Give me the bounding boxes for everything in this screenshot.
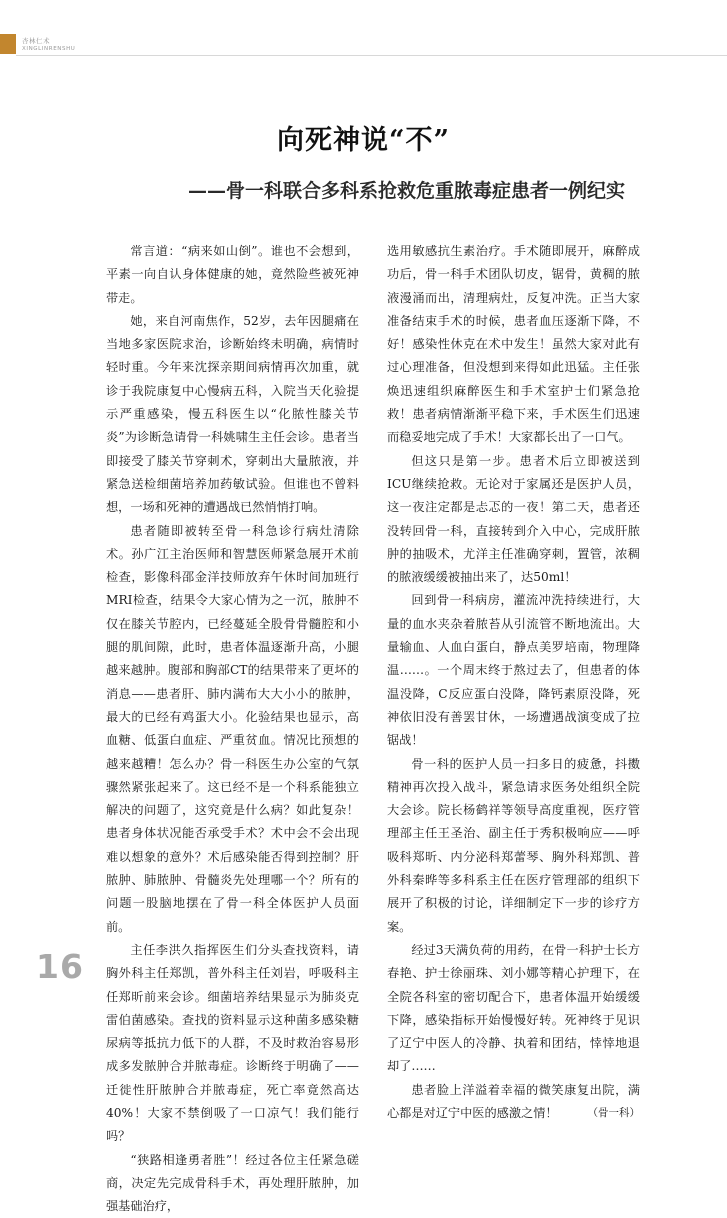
section-title-en: XINGLINRENSHU	[22, 46, 76, 52]
article-column-right	[387, 240, 640, 1125]
paragraph: 选用敏感抗生素治疗。手术随即展开，麻醉成功后，骨一科手术团队切皮，锯骨，黄稠的脓液漫涌而出，清理病灶，反复冲洗。正当大家准备结束手术的时候，患者血压逐渐下降，不好！感染性休克在术中发生！虽然大家对此有过心理准备，但没想到来得如此迅猛。主任张焕迅速组织麻醉医生和手术室护士们紧急抢救！患者病情渐渐平稳下来，手术医生们迅速而稳妥地完成了手术！大家都长出了一口气。	[387, 244, 640, 445]
paragraph: 主任李洪久指挥医生们分头查找资料，请胸外科主任郑凯，普外科主任刘岩，呼吸科主任郑昕前来会诊。细菌培养结果显示为肺炎克雷伯菌感染。查找的资料显示这种菌多感染糖尿病等抵抗力低下的人群，不及时救治容易形成多发脓肿合并脓毒症。诊断终于明确了——迁徙性肝脓肿合并脓毒症，死亡率竟然高达40%！大家不禁倒吸了一口凉气！我们能行吗？	[106, 942, 359, 1144]
header-divider	[16, 55, 727, 56]
paragraph: 常言道：“病来如山倒”。谁也不会想到，平素一向自认身体健康的她，竟然险些被死神带走。	[106, 244, 359, 305]
paragraph: 但这只是第一步。患者术后立即被送到ICU继续抢救。无论对于家属还是医护人员，这一夜注定都是忐忑的一夜！第二天，患者还没转回骨一科，直接转到介入中心，完成肝脓肿的抽吸术，尤洋主任准确穿刺，置管，浓稠的脓液缓缓被抽出来了，达50ml！	[387, 453, 640, 585]
article-column-left	[106, 240, 359, 1218]
paragraph	[387, 1079, 640, 1126]
article-title: 向死神说“不”	[276, 125, 451, 156]
paragraph: 经过3天满负荷的用药，在骨一科护士长方春艳、护士徐丽珠、刘小娜等精心护理下，在全院各科室的密切配合下，患者体温开始缓缓下降，感染指标开始慢慢好转。死神终于见识了辽宁中医人的冷静、执着和团结，悻悻地退却了……	[387, 942, 640, 1074]
author-signature: （骨一科）	[587, 1106, 640, 1119]
paragraph: 患者随即被转至骨一科急诊行病灶清除术。孙广江主治医师和智慧医师紧急展开术前检查，影像科邵金洋技师放弃午休时间加班行MRI检查，结果令大家心情为之一沉，脓肿不仅在膝关节腔内，已经蔓延全股骨骨髓腔和小腿的肌间隙，此时，患者体温逐渐升高，小腿越来越肿。腹部和胸部CT的结果带来了更坏的消息——患者肝、肺内满布大大小小的脓肿，最大的已经有鸡蛋大小。化验结果也显示，高血糖、低蛋白血症、严重贫血。情况比预想的越来越糟！怎么办？骨一科医生办公室的气氛骤然紧张起来了。这已经不是一个科系能独立解决的问题了，这究竟是什么病？如此复杂！患者身体状况能否承受手术？术中会不会出现难以想象的意外？术后感染能否得到控制？肝脓肿、肺脓肿、骨髓炎先处理哪一个？所有的问题一股脑地摆在了骨一科全体医护人员面前。	[106, 523, 359, 934]
paragraph: 回到骨一科病房，灌流冲洗持续进行，大量的血水夹杂着脓苔从引流管不断地流出。大量输血、人血白蛋白，静点美罗培南，物理降温……。一个周末终于熬过去了，但患者的体温没降，C反应蛋白没降，降钙素原没降，死神依旧没有善罢甘休，一场遭遇战演变成了拉锯战！	[387, 593, 640, 748]
paragraph: 骨一科的医护人员一扫多日的疲惫，抖擞精神再次投入战斗，紧急请求医务处组织全院大会诊。院长杨鹤祥等领导高度重视，医疗管理部主任王圣治、副主任于秀积极响应——呼吸科郑昕、内分泌科郑蕾琴、胸外科郑凯、普外科秦晔等多科系主任在医疗管理部的组织下展开了积极的讨论，详细制定下一步的诊疗方案。	[387, 756, 640, 934]
paragraph: 她，来自河南焦作，52岁，去年因腿痛在当地多家医院求治，诊断始终未明确，病情时轻时重。今年来沈探亲期间病情再次加重，就诊于我院康复中心慢病五科，入院当天化验提示严重感染，慢五科医生以“化脓性膝关节炎”为诊断急请骨一科姚啸生主任会诊。患者当即接受了膝关节穿刺术，穿刺出大量脓液，并紧急送检细菌培养加药敏试验。但谁也不曾料想，一场和死神的遭遇战已然悄悄打响。	[106, 313, 359, 515]
section-color-tab	[0, 34, 16, 54]
section-title: 杏林仁术	[22, 37, 50, 45]
page-number: 16	[36, 947, 84, 986]
paragraph: “狭路相逢勇者胜”！经过各位主任紧急磋商，决定先完成骨科手术，再处理肝脓肿，加强基础治疗，	[106, 1152, 359, 1214]
closing-text: 患者脸上洋溢着幸福的微笑康复出院，满心都是对辽宁中医的感激之情！	[387, 1082, 640, 1120]
article-subtitle: ——骨一科联合多科系抢救危重脓毒症患者一例纪实	[187, 180, 625, 202]
